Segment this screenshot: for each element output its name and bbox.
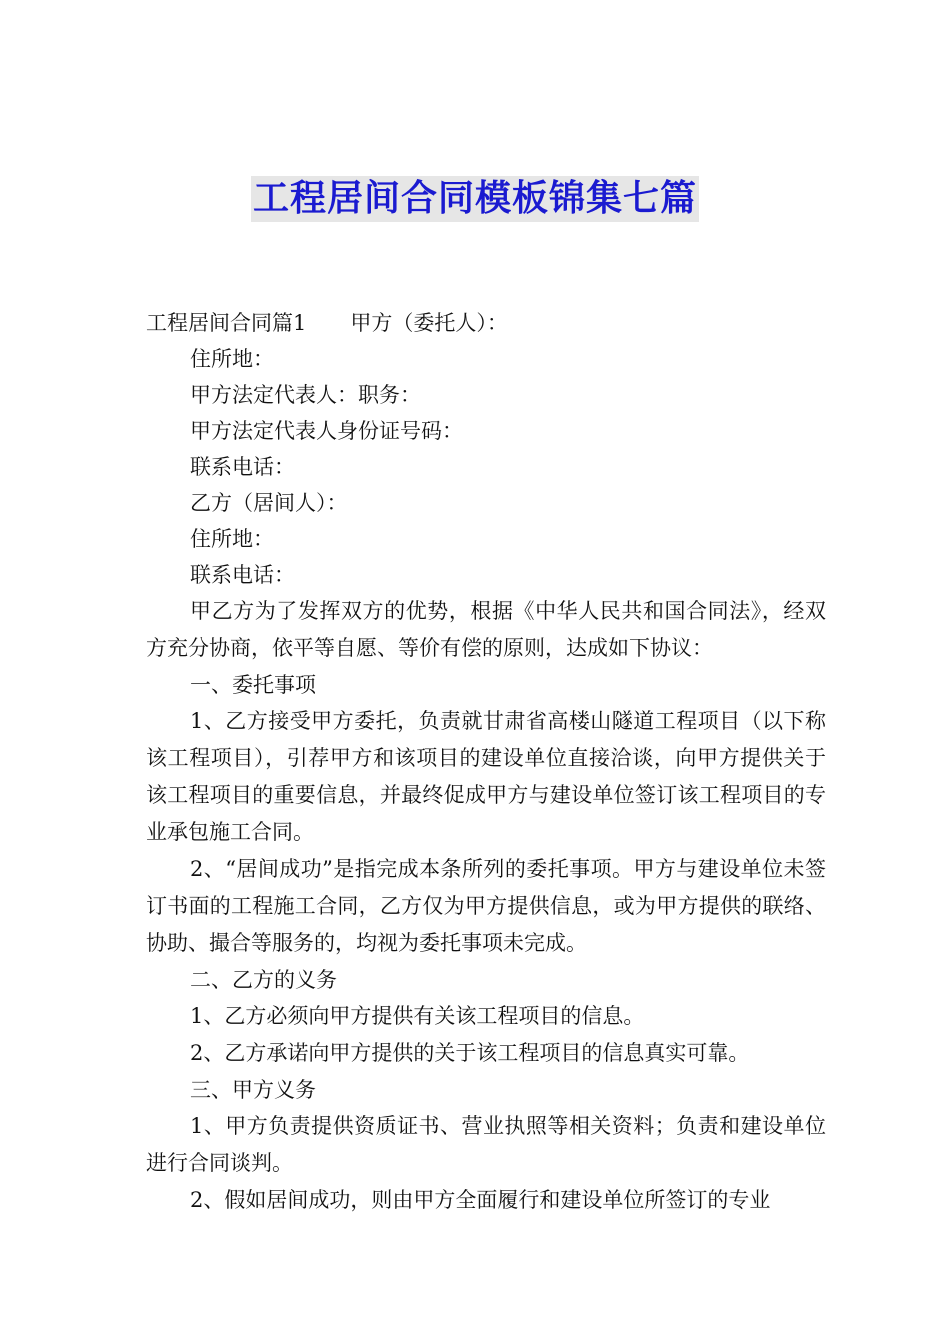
intro-paragraph: 甲乙方为了发挥双方的优势，根据《中华人民共和国合同法》，经双方充分协商，依平等自愿、等价有偿的原则，达成如下协议： — [146, 599, 826, 660]
field-line-party-b: 乙方（居间人）： — [190, 491, 348, 515]
section-2-heading: 二、乙方的义务 — [190, 968, 337, 992]
section-3-clause-2: 2、假如居间成功，则由甲方全面履行和建设单位所签订的专业 — [190, 1188, 771, 1212]
section-label: 工程居间合同篇1 — [146, 311, 307, 335]
document-body — [146, 305, 826, 1219]
field-line-address-a: 住所地： — [190, 347, 274, 371]
section-1-clause-2: 2、“居间成功”是指完成本条所列的委托事项。甲方与建设单位未签订书面的工程施工合同，乙方仅为甲方提供信息，或为甲方提供的联络、协助、撮合等服务的，均视为委托事项未完成。 — [146, 857, 826, 955]
field-line-id-number: 甲方法定代表人身份证号码： — [190, 419, 463, 443]
field-line-phone-a: 联系电话： — [190, 455, 295, 479]
field-line-phone-b: 联系电话： — [190, 563, 295, 587]
party-a-heading: 甲方（委托人）： — [350, 311, 508, 335]
section-3-heading: 三、甲方义务 — [190, 1078, 316, 1102]
field-line-legal-rep: 甲方法定代表人：职务： — [190, 383, 421, 407]
section-heading-line — [146, 305, 826, 341]
section-1-heading: 一、委托事项 — [190, 673, 316, 697]
section-2-clause-2: 2、乙方承诺向甲方提供的关于该工程项目的信息真实可靠。 — [190, 1041, 750, 1065]
document-title: 工程居间合同模板锦集七篇 — [251, 176, 699, 222]
section-2-clause-1: 1、乙方必须向甲方提供有关该工程项目的信息。 — [190, 1004, 645, 1028]
field-line-address-b: 住所地： — [190, 527, 274, 551]
title-container — [0, 176, 950, 222]
section-1-clause-1: 1、乙方接受甲方委托，负责就甘肃省高楼山隧道工程项目（以下称该工程项目），引荐甲方和该项目的建设单位直接洽谈，向甲方提供关于该工程项目的重要信息，并最终促成甲方与建设单位签订该工程项目的专业承包施工合同。 — [146, 709, 826, 844]
section-3-clause-1: 1、甲方负责提供资质证书、营业执照等相关资料；负责和建设单位进行合同谈判。 — [146, 1114, 826, 1175]
